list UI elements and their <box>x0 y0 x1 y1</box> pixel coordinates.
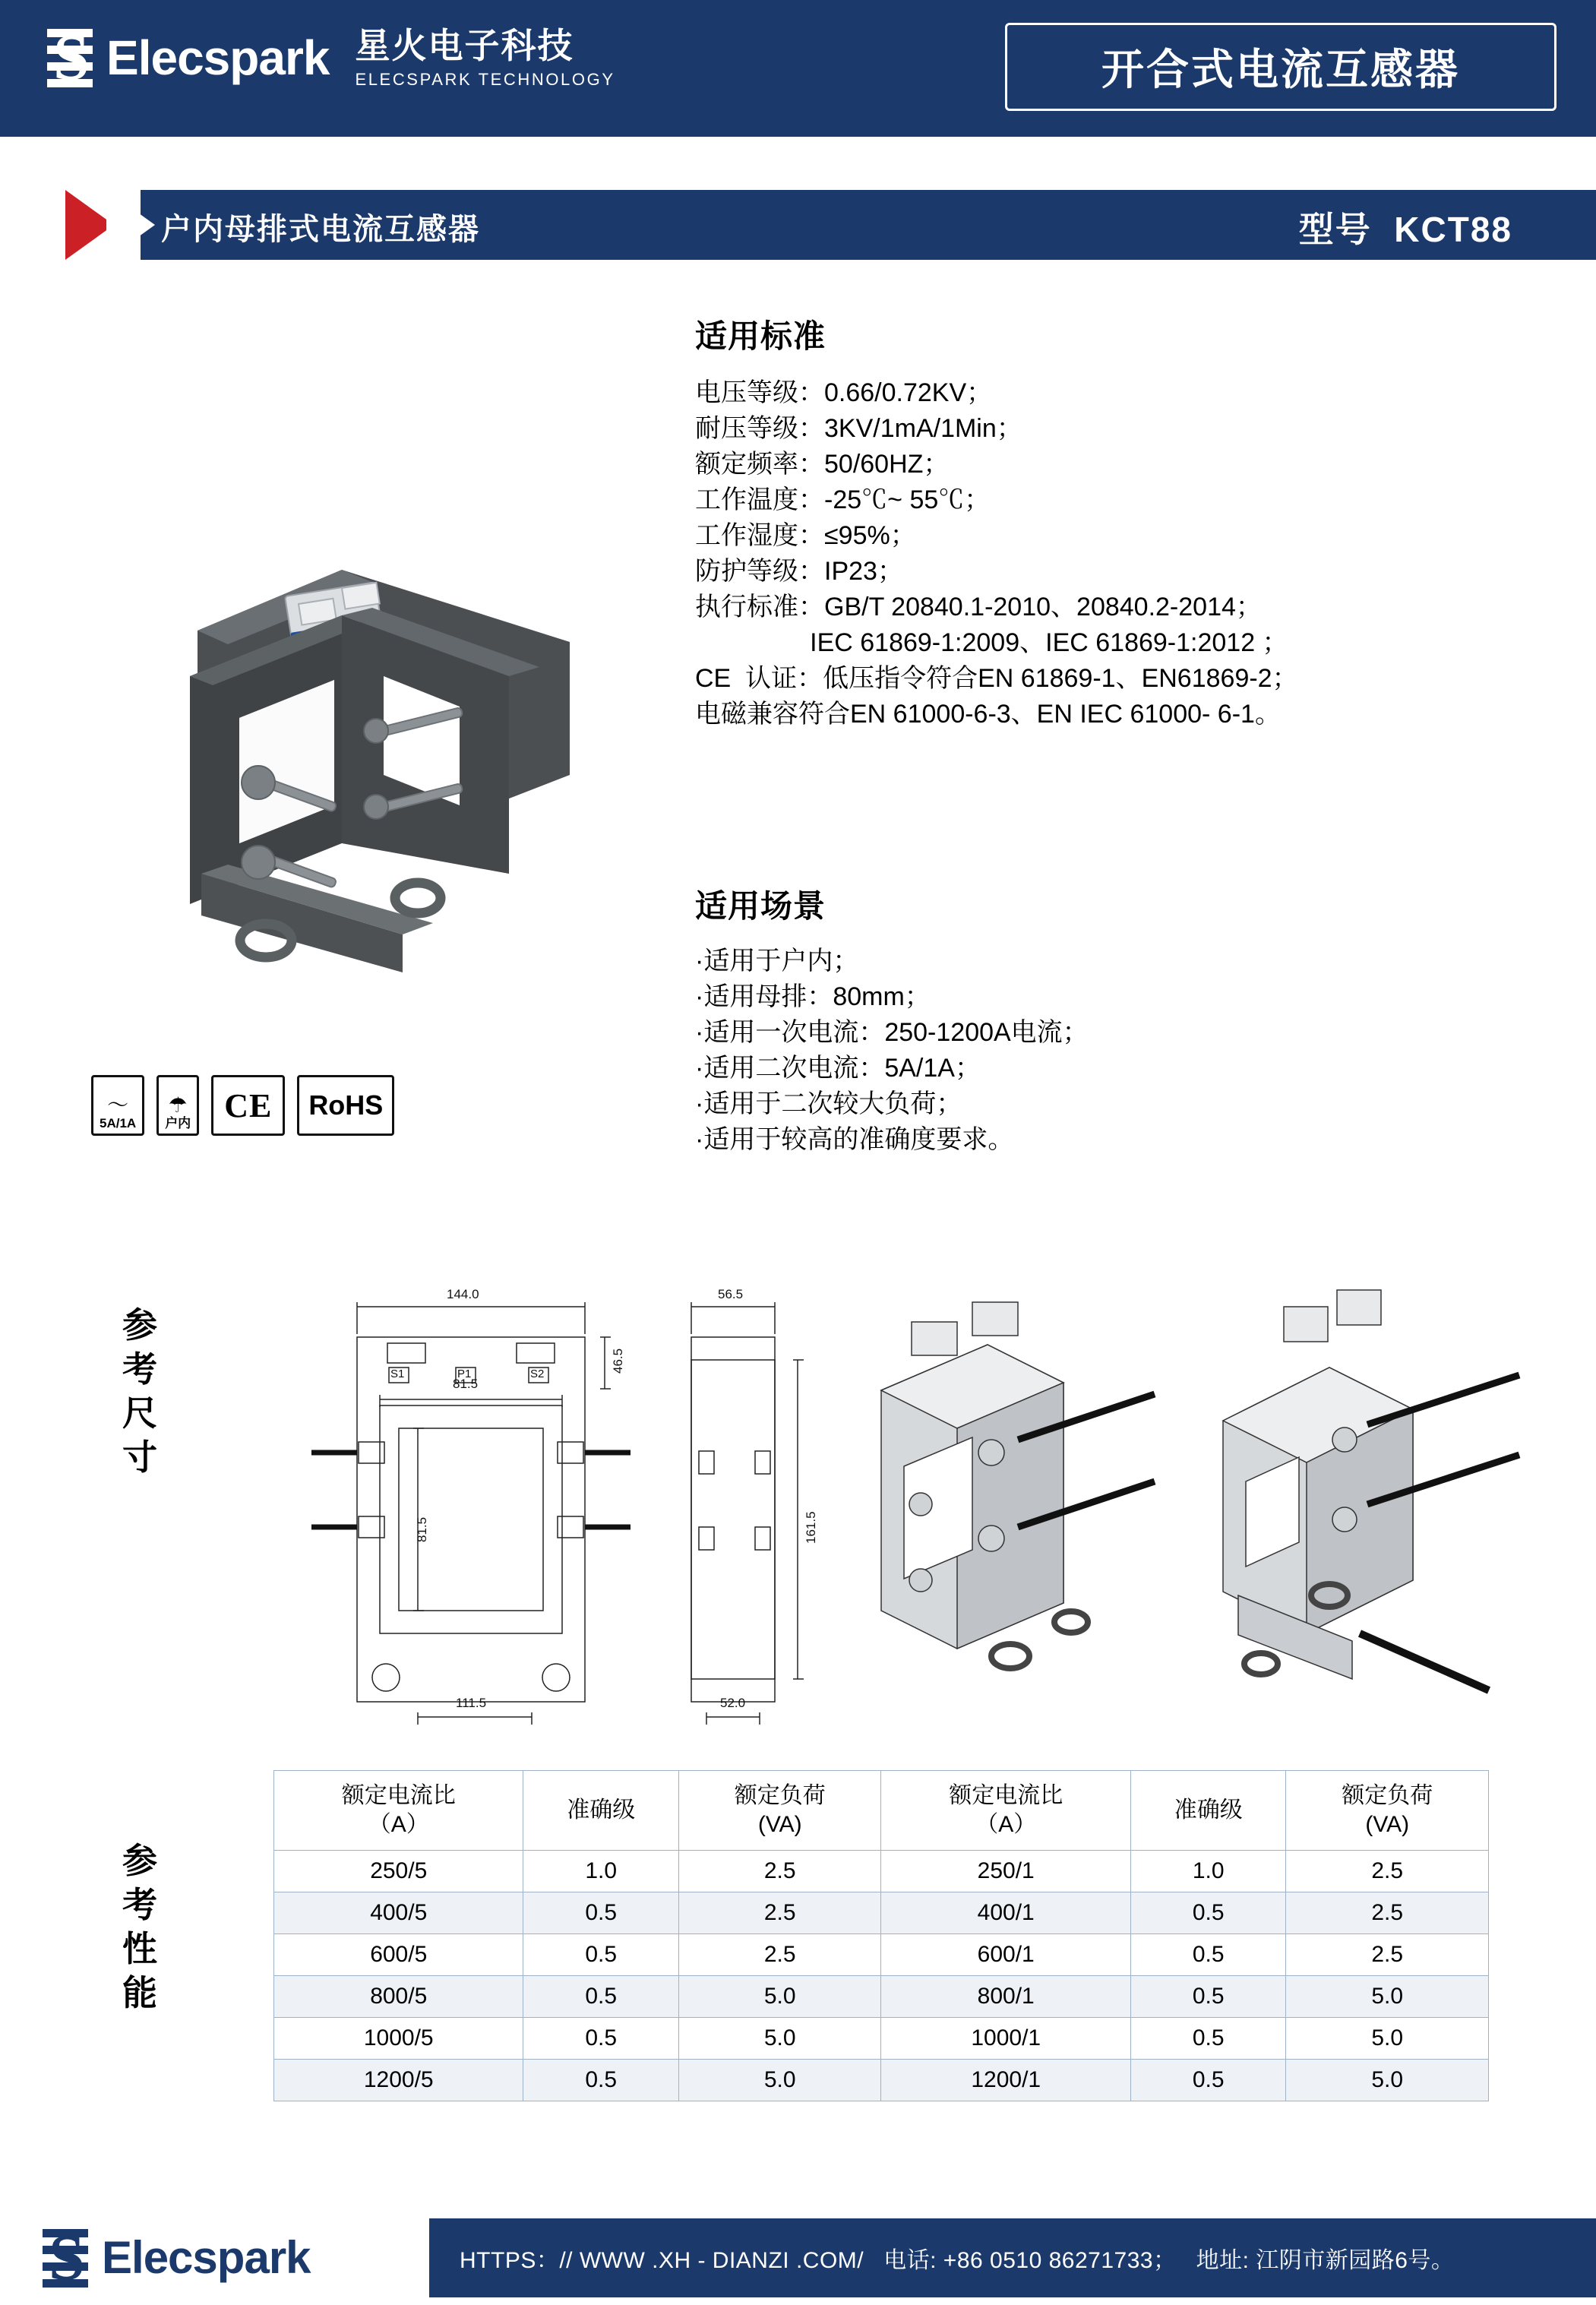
table-cell: 5.0 <box>678 2060 881 2101</box>
brand-name-cn: 星火电子科技 <box>355 26 574 65</box>
table-cell: 0.5 <box>1130 2018 1286 2060</box>
footer-brand-logo <box>43 2221 311 2294</box>
standards-row: 工作湿度：≤95%； <box>695 521 916 550</box>
table-cell: 2.5 <box>678 1934 881 1976</box>
table-cell: 2.5 <box>678 1892 881 1934</box>
elecspark-logo-icon: S <box>43 2221 88 2294</box>
dim-front-base-width: 111.5 <box>456 1696 487 1710</box>
rating-icon <box>91 1075 144 1136</box>
table-cell: 2.5 <box>1286 1892 1489 1934</box>
table-cell: 2.5 <box>678 1851 881 1892</box>
side-label-dimensions: 参考尺寸 <box>122 1305 159 1477</box>
standards-heading: 适用标准 <box>695 318 826 354</box>
model-label: 型号 <box>1298 210 1372 249</box>
dim-front-width: 144.0 <box>447 1287 479 1301</box>
table-header-cell: 准确级 <box>1130 1771 1286 1851</box>
brand-logo <box>47 21 615 94</box>
table-cell: 1.0 <box>523 1851 679 1892</box>
standards-section <box>695 311 1546 732</box>
dim-front-inner-width: 81.5 <box>453 1377 479 1391</box>
model-value: KCT88 <box>1394 210 1512 249</box>
arrow-white-icon <box>106 190 155 260</box>
scene-row: ·适用于较高的准确度要求。 <box>695 1125 1014 1154</box>
dim-front-inner-height: 81.5 <box>415 1516 429 1542</box>
table-header-row <box>274 1771 1489 1851</box>
scenes-heading: 适用场景 <box>695 888 826 924</box>
table-cell: 1200/5 <box>274 2060 523 2101</box>
elecspark-logo-icon: S <box>47 21 93 94</box>
terminal-s1-label: S1 <box>390 1368 405 1380</box>
table-cell: 800/5 <box>274 1976 523 2018</box>
umbrella-glyph: ☂ <box>168 1093 188 1117</box>
table-row <box>274 1851 1489 1892</box>
table-cell: 0.5 <box>523 1934 679 1976</box>
table-row <box>274 2060 1489 2101</box>
table-cell: 0.5 <box>1130 2060 1286 2101</box>
product-titlebar <box>0 190 1596 260</box>
table-header-cell: 额定电流比 （A） <box>881 1771 1130 1851</box>
rating-glyph: 〜 <box>107 1093 129 1117</box>
brand-subtitle-en: ELECSPARK TECHNOLOGY <box>355 70 615 89</box>
table-cell: 5.0 <box>678 2018 881 2060</box>
standards-row: 额定频率：50/60HZ； <box>695 450 950 479</box>
scene-row: ·适用一次电流：250-1200A电流； <box>695 1018 1089 1047</box>
brand-name-en: Elecspark <box>106 30 330 85</box>
table-cell: 2.5 <box>1286 1934 1489 1976</box>
table-cell: 5.0 <box>678 1976 881 2018</box>
standards-row: 执行标准：GB/T 20840.1-2010、20840.2-2014； <box>695 593 1262 621</box>
product-photo <box>114 448 646 995</box>
table-cell: 1000/1 <box>881 2018 1130 2060</box>
table-cell: 250/1 <box>881 1851 1130 1892</box>
table-cell: 1000/5 <box>274 2018 523 2060</box>
table-header-cell: 额定电流比 （A） <box>274 1771 523 1851</box>
terminal-p1-label: P1 <box>457 1368 472 1380</box>
table-cell: 0.5 <box>1130 1934 1286 1976</box>
footer-brand-name: Elecspark <box>102 2232 311 2283</box>
scene-row: ·适用母排：80mm； <box>695 982 931 1011</box>
table-cell: 5.0 <box>1286 1976 1489 2018</box>
standards-list <box>695 375 1546 732</box>
page-header <box>0 0 1596 137</box>
scenes-list <box>695 944 1546 1158</box>
product-model <box>1299 202 1512 252</box>
dim-side-base-width: 52.0 <box>720 1696 746 1710</box>
standards-row: 防护等级：IP23； <box>695 557 903 586</box>
table-cell: 5.0 <box>1286 2018 1489 2060</box>
standards-row: 电压等级：0.66/0.72KV； <box>695 378 993 407</box>
scene-row: ·适用于户内； <box>695 947 859 975</box>
indoor-label: 户内 <box>165 1116 191 1130</box>
table-header-cell: 额定负荷 (VA) <box>678 1771 881 1851</box>
standards-row: 工作温度：-25℃~ 55℃； <box>695 485 991 514</box>
scene-row: ·适用二次电流：5A/1A； <box>695 1054 981 1083</box>
standards-row: 耐压等级：3KV/1mA/1Min； <box>695 414 1022 443</box>
table-cell: 0.5 <box>1130 1976 1286 2018</box>
table-row <box>274 1892 1489 1934</box>
product-type-badge <box>1005 23 1556 111</box>
page-footer <box>0 2211 1596 2305</box>
table-cell: 0.5 <box>523 2018 679 2060</box>
performance-table <box>273 1770 1489 2101</box>
dim-side-height: 161.5 <box>804 1511 818 1544</box>
certification-row <box>91 1075 394 1136</box>
standards-row: CE 认证：低压指令符合EN 61869-1、EN61869-2； <box>695 664 1298 693</box>
table-header-cell: 准确级 <box>523 1771 679 1851</box>
table-cell: 5.0 <box>1286 2060 1489 2101</box>
table-cell: 1200/1 <box>881 2060 1130 2101</box>
table-cell: 0.5 <box>1130 1892 1286 1934</box>
table-cell: 600/1 <box>881 1934 1130 1976</box>
dimension-drawings <box>304 1276 1557 1747</box>
dim-side-width: 56.5 <box>718 1287 744 1301</box>
dim-front-height: 46.5 <box>611 1348 625 1374</box>
product-category: 户内母排式电流互感器 <box>161 213 480 246</box>
footer-website[interactable]: HTTPS：// WWW .XH - DIANZI .COM/ <box>460 2248 864 2273</box>
table-cell: 0.5 <box>523 2060 679 2101</box>
table-row <box>274 1976 1489 2018</box>
product-type-label: 开合式电流互感器 <box>1101 46 1460 93</box>
ce-icon: CE <box>211 1075 285 1136</box>
footer-address: 地址: 江阴市新园路6号。 <box>1196 2248 1455 2273</box>
scene-row: ·适用于二次较大负荷； <box>695 1089 962 1118</box>
footer-contact-bar <box>429 2218 1596 2297</box>
table-row <box>274 1934 1489 1976</box>
table-cell: 0.5 <box>523 1976 679 2018</box>
table-cell: 1.0 <box>1130 1851 1286 1892</box>
footer-phone: 电话: +86 0510 86271733； <box>883 2248 1177 2273</box>
table-cell: 800/1 <box>881 1976 1130 2018</box>
scenes-section <box>695 881 1546 1158</box>
table-cell: 400/5 <box>274 1892 523 1934</box>
side-label-performance: 参考性能 <box>122 1841 159 2013</box>
terminal-s2-label: S2 <box>530 1368 545 1380</box>
table-header-cell: 额定负荷 (VA) <box>1286 1771 1489 1851</box>
table-row <box>274 2018 1489 2060</box>
standards-row: 电磁兼容符合EN 61000-6-3、EN IEC 61000- 6-1。 <box>695 700 1281 729</box>
indoor-icon <box>156 1075 199 1136</box>
rohs-icon: RoHS <box>297 1075 394 1136</box>
rating-label: 5A/1A <box>100 1116 137 1130</box>
table-cell: 0.5 <box>523 1892 679 1934</box>
table-cell: 250/5 <box>274 1851 523 1892</box>
table-cell: 600/5 <box>274 1934 523 1976</box>
table-cell: 400/1 <box>881 1892 1130 1934</box>
table-cell: 2.5 <box>1286 1851 1489 1892</box>
standards-row: IEC 61869-1:2009、IEC 61869-1:2012 ； <box>695 628 1288 657</box>
